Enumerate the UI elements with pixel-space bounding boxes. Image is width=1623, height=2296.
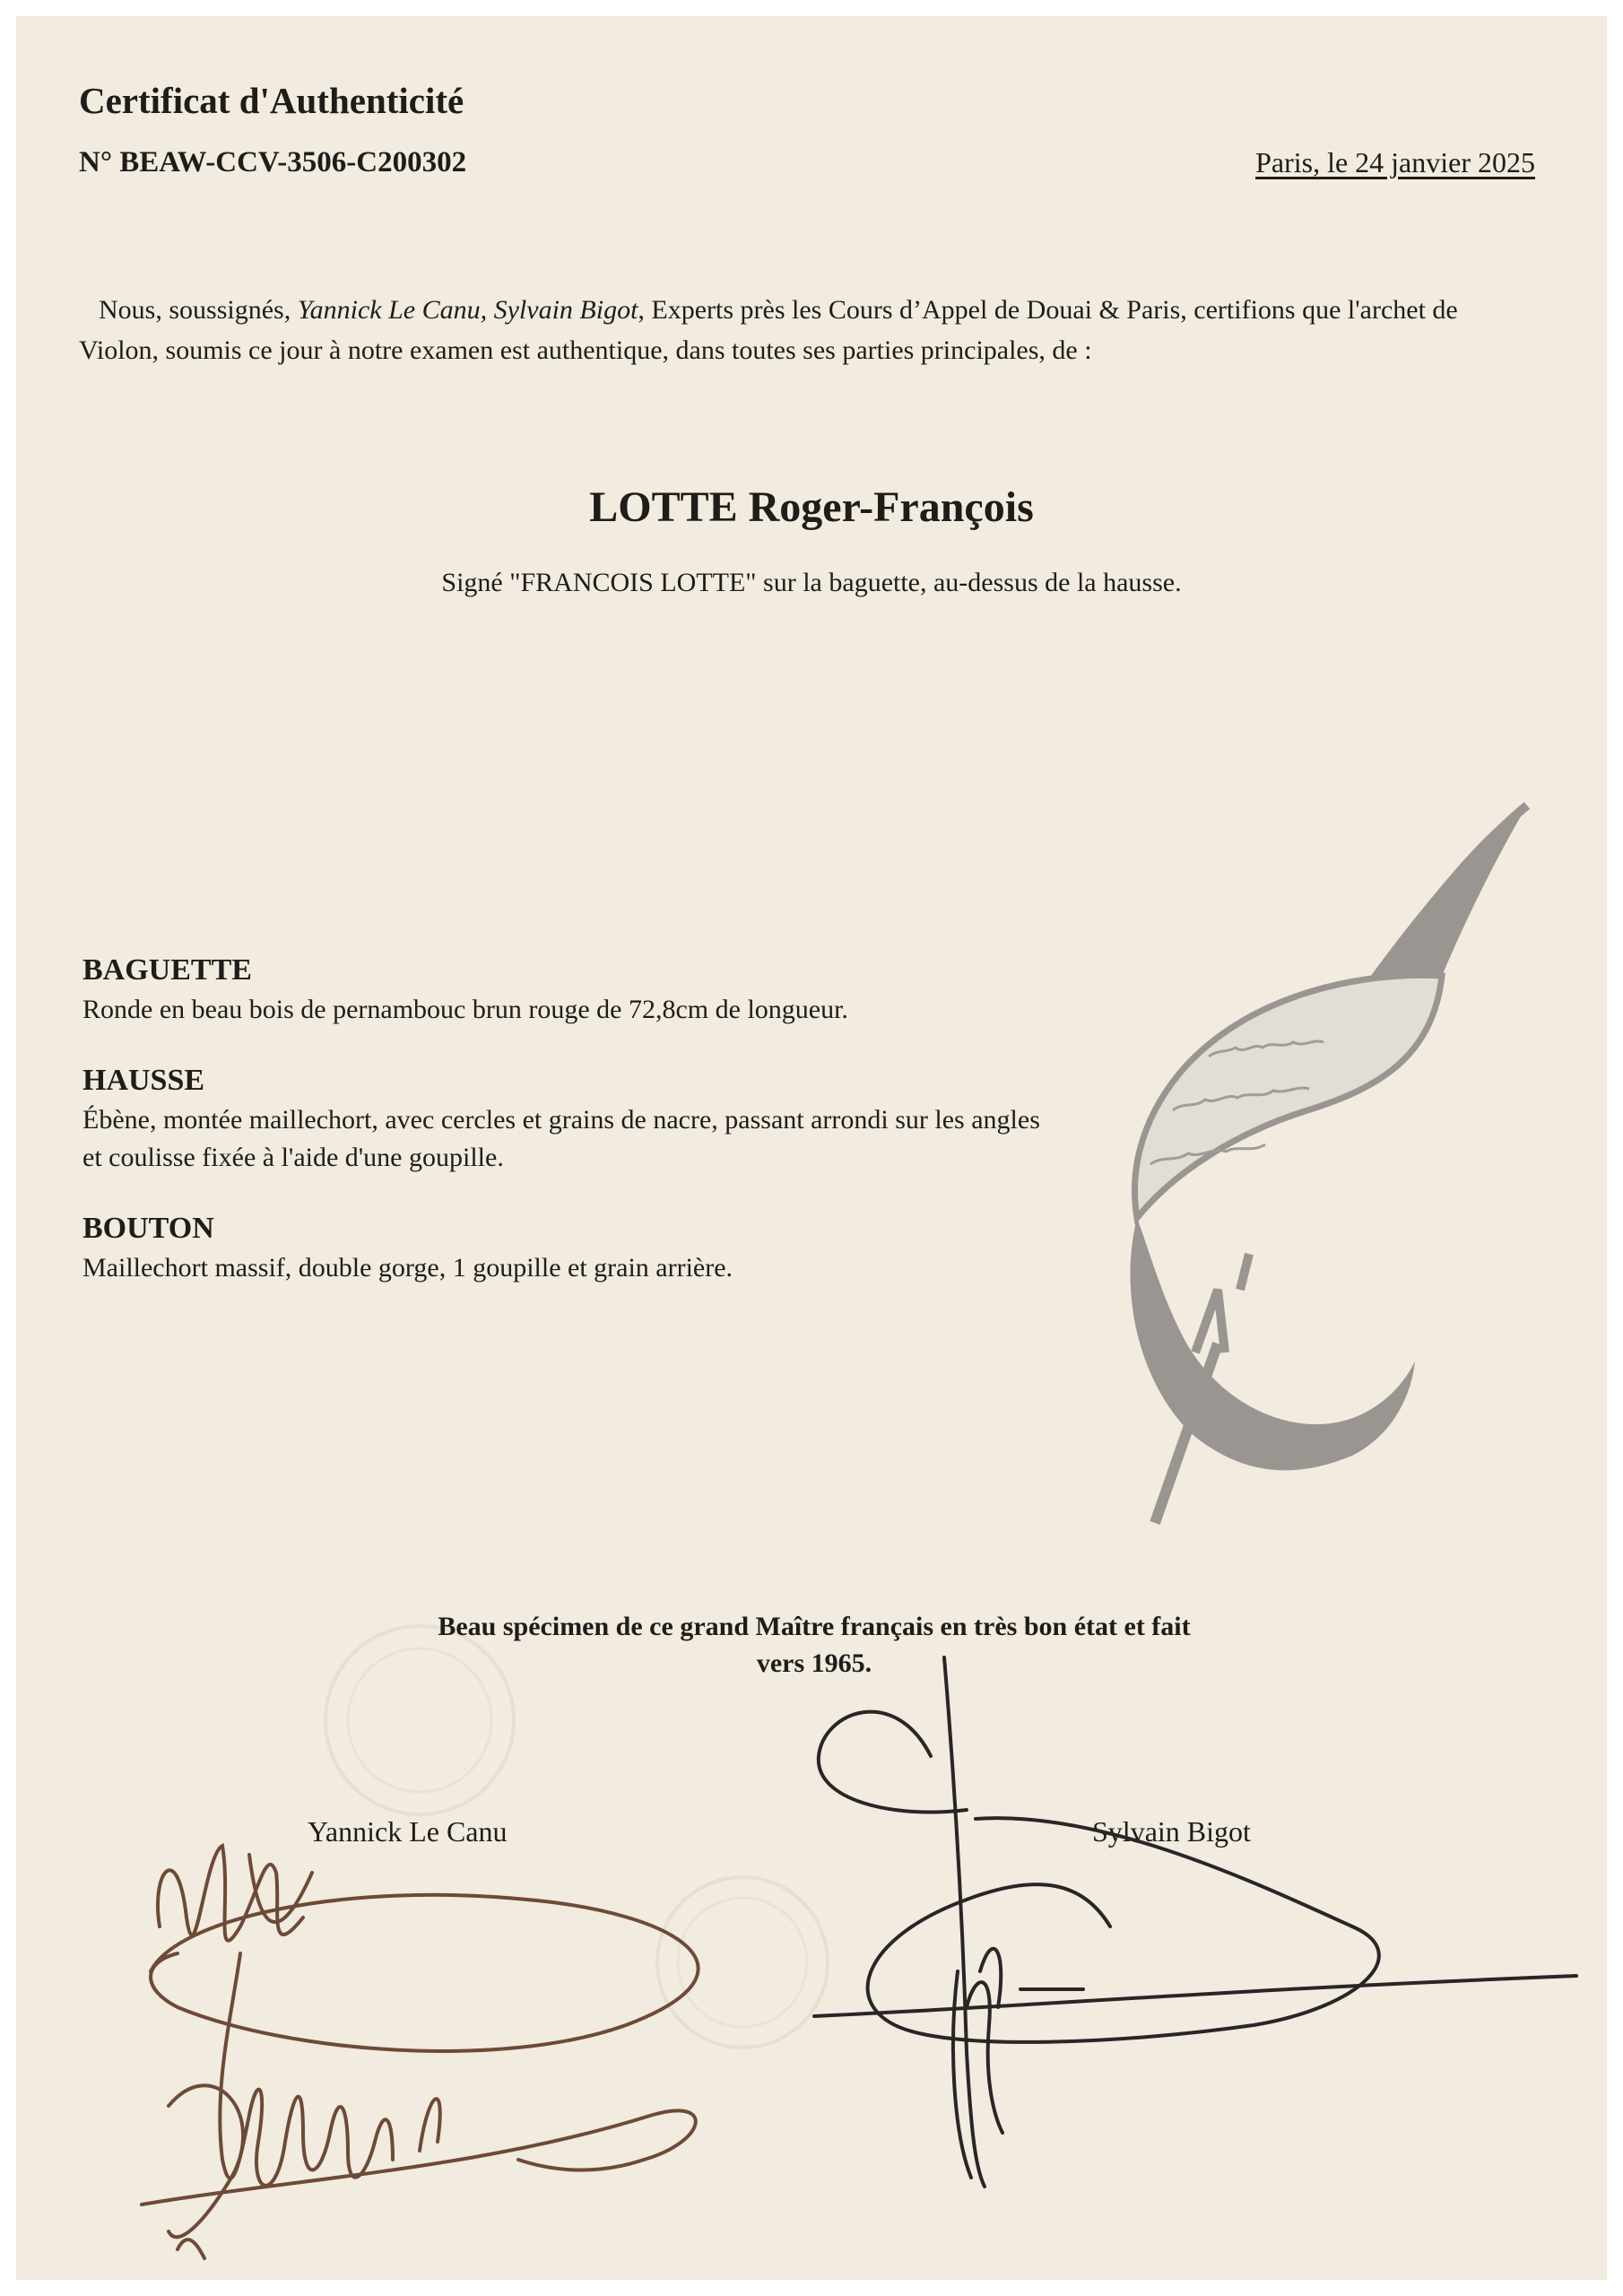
maker-name: LOTTE Roger-François bbox=[589, 483, 1034, 531]
signer1-name: Yannick Le Canu bbox=[308, 1815, 508, 1848]
handwritten-signature-1 bbox=[124, 1819, 805, 2267]
section-bouton bbox=[82, 1212, 1051, 1287]
logo-lower-curve bbox=[1131, 1218, 1416, 1470]
handwritten-signature-2 bbox=[787, 1631, 1594, 2205]
logo-frog bbox=[1195, 1254, 1249, 1352]
section-body: Maillechort massif, double gorge, 1 goupille et grain arrière. bbox=[82, 1253, 733, 1283]
intro-part2: , Experts près les Cours d’Appel de Douai & Paris, certifions que l'archet de Violon, soumis ce jour à notre examen est authentique, dans toutes ses parties principales, de : bbox=[79, 295, 1458, 365]
bow-scroll-logo bbox=[1065, 787, 1567, 1541]
signer2-name: Sylvain Bigot bbox=[1092, 1815, 1251, 1848]
section-title: BOUTON bbox=[82, 1212, 214, 1245]
section-title: HAUSSE bbox=[82, 1064, 205, 1097]
conclusion-line1: Beau spécimen de ce grand Maître français en très bon état et fait bbox=[438, 1612, 1191, 1641]
certificate-page bbox=[16, 16, 1607, 2280]
logo-scroll-band bbox=[1134, 975, 1442, 1218]
section-title: BAGUETTE bbox=[82, 953, 252, 987]
section-body: Ronde en beau bois de pernambouc brun rouge de 72,8cm de longueur. bbox=[82, 995, 848, 1024]
section-hausse bbox=[82, 1064, 1051, 1177]
intro-paragraph bbox=[79, 290, 1514, 370]
conclusion-line2: vers 1965. bbox=[756, 1648, 872, 1678]
section-baguette bbox=[82, 953, 1051, 1029]
place-date: Paris, le 24 janvier 2025 bbox=[1255, 146, 1535, 178]
certificate-number: N° BEAW-CCV-3506-C200302 bbox=[79, 146, 467, 178]
section-body: Ébène, montée maillechort, avec cercles et grains de nacre, passant arrondi sur les angles et coulisse fixée à l'aide d'une goupille. bbox=[82, 1105, 1040, 1172]
maker-signature-note: Signé "FRANCOIS LOTTE" sur la baguette, au-dessus de la hausse. bbox=[441, 568, 1182, 597]
intro-part1: Nous, soussignés, bbox=[99, 295, 298, 325]
experts-names: Yannick Le Canu, Sylvain Bigot bbox=[297, 295, 638, 325]
certificate-title: Certificat d'Authenticité bbox=[79, 80, 464, 121]
